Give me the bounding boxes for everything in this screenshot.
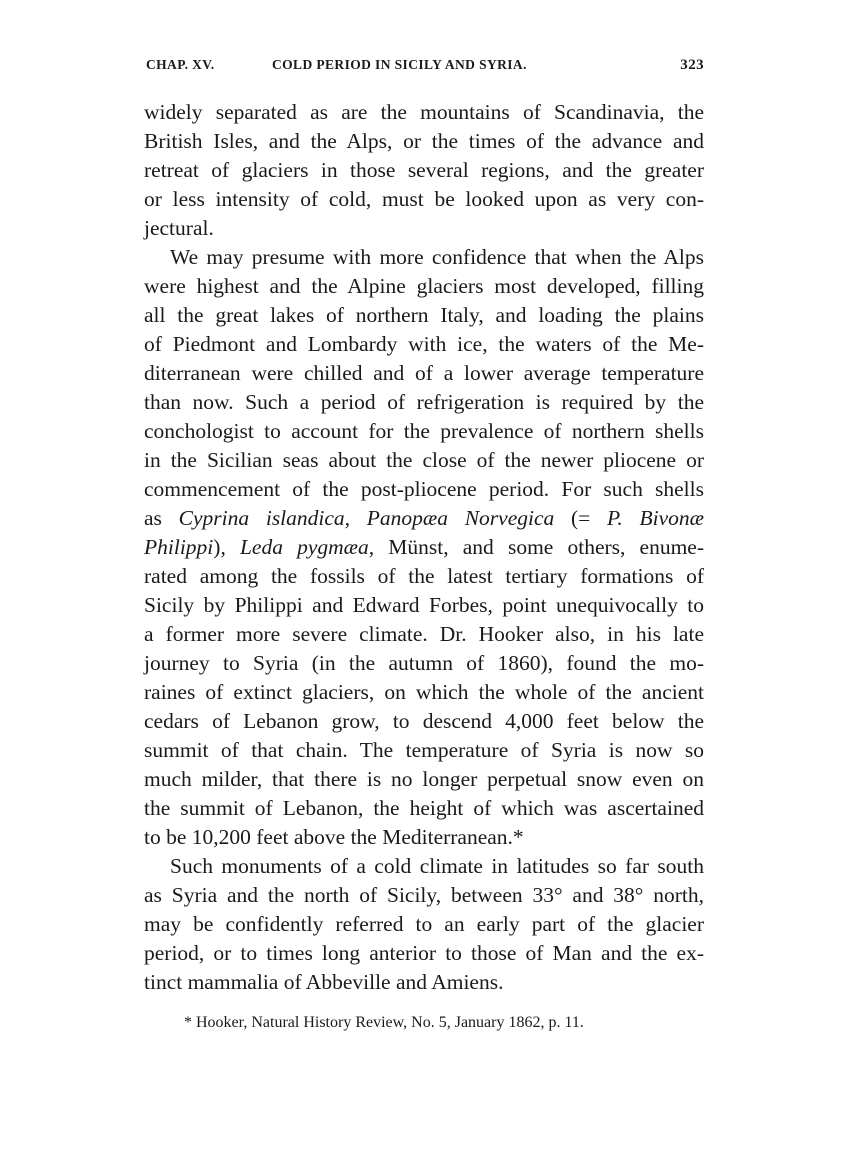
text-line: the summit of Lebanon, the height of which was ascertained (144, 796, 704, 820)
text-line: summit of that chain. The temperature of Syria is now so (144, 738, 704, 762)
running-title: COLD PERIOD IN SICILY AND SYRIA. (272, 57, 527, 72)
text-line: all the great lakes of northern Italy, and loading the plains (144, 303, 704, 327)
text-line: commencement of the post-pliocene period. For such shells (144, 477, 704, 501)
text-line: a former more severe climate. Dr. Hooker also, in his late (144, 622, 704, 646)
text-line: jectural. (144, 216, 214, 240)
text-line: diterranean were chilled and of a lower average temperature (144, 361, 704, 385)
text-line: than now. Such a period of refrigeration is required by the (144, 390, 704, 414)
text-line: raines of extinct glaciers, on which the whole of the ancient (144, 680, 704, 704)
text-line: widely separated as are the mountains of Scandinavia, the (144, 100, 704, 124)
text-line: conchologist to account for the prevalence of northern shells (144, 419, 704, 443)
text-line: Philippi), Leda pygmæa, Münst, and some others, enume- (144, 535, 704, 559)
text-line: We may presume with more confidence that when the Alps (170, 245, 704, 269)
paragraph (144, 243, 704, 852)
text-line: cedars of Lebanon grow, to descend 4,000 feet below the (144, 709, 704, 733)
text-line: in the Sicilian seas about the close of the newer pliocene or (144, 448, 704, 472)
running-header (146, 57, 704, 85)
chapter-label: CHAP. XV. (146, 57, 215, 72)
footnote: * Hooker, Natural History Review, No. 5, January 1862, p. 11. (184, 1014, 584, 1031)
paragraph (144, 852, 704, 997)
text-line: Such monuments of a cold climate in latitudes so far south (170, 854, 704, 878)
paragraph (144, 98, 704, 243)
text-line: may be confidently referred to an early part of the glacier (144, 912, 704, 936)
text-line: rated among the fossils of the latest tertiary formations of (144, 564, 704, 588)
text-line: British Isles, and the Alps, or the times of the advance and (144, 129, 704, 153)
text-line: much milder, that there is no longer perpetual snow even on (144, 767, 704, 791)
text-line: to be 10,200 feet above the Mediterranean.* (144, 825, 524, 849)
text-line: Sicily by Philippi and Edward Forbes, point unequivocally to (144, 593, 704, 617)
page-number: 323 (680, 57, 704, 73)
text-line: or less intensity of cold, must be looked upon as very con- (144, 187, 704, 211)
text-line: were highest and the Alpine glaciers most developed, filling (144, 274, 704, 298)
text-line: journey to Syria (in the autumn of 1860), found the mo- (144, 651, 704, 675)
text-line: as Syria and the north of Sicily, between 33° and 38° north, (144, 883, 704, 907)
body-text (144, 98, 704, 997)
text-line: tinct mammalia of Abbeville and Amiens. (144, 970, 504, 994)
text-line: as Cyprina islandica, Panopæa Norvegica (= P. Bivonæ (144, 506, 704, 530)
text-line: period, or to times long anterior to those of Man and the ex- (144, 941, 704, 965)
text-line: retreat of glaciers in those several regions, and the greater (144, 158, 704, 182)
text-line: of Piedmont and Lombardy with ice, the waters of the Me- (144, 332, 704, 356)
